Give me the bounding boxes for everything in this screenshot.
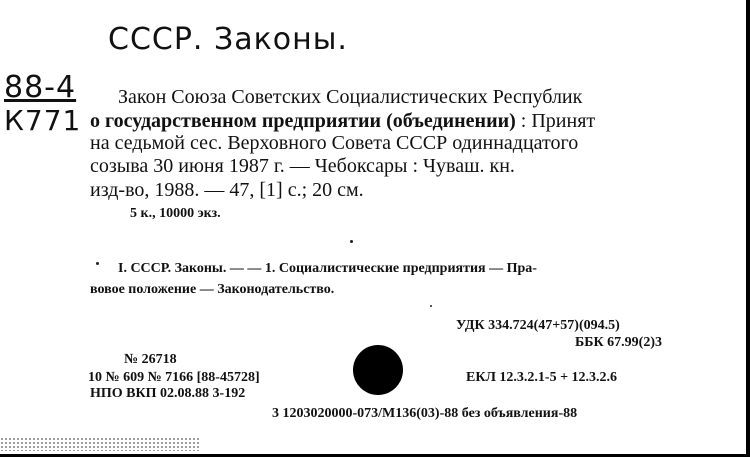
- card-number: № 26718: [124, 352, 177, 367]
- ink-speck: [350, 240, 353, 243]
- scan-edge-right: [746, 0, 750, 457]
- entry-physical-description: изд-во, 1988. — 47, [1] с.; 20 см.: [90, 179, 364, 201]
- udk-code: УДК 334.724(47+57)(094.5): [456, 318, 620, 333]
- subject-headings-line-1: I. СССР. Законы. — — 1. Социалистические предприятия — Пра-: [118, 261, 537, 276]
- handwritten-heading: СССР. Законы.: [108, 22, 348, 57]
- entry-title-line: Закон Союза Советских Социалистических Республик: [118, 86, 583, 108]
- entry-publication-line: созыва 30 июня 1987 г. — Чебоксары : Чуваш. кн.: [90, 155, 515, 177]
- handwritten-author-mark: К771: [4, 104, 82, 137]
- price-and-print-run: 5 к., 10000 экз.: [130, 206, 221, 221]
- ink-speck: [430, 305, 432, 307]
- bbk-code: ББК 67.99(2)3: [575, 335, 662, 350]
- publication-index: 3 1203020000-073/М136(03)-88 без объявления-88: [272, 406, 578, 421]
- entry-title-bold: о государственном предприятии (объединении): [90, 110, 516, 132]
- scan-noise: [0, 437, 200, 451]
- ekl-code: ЕКЛ 12.3.2.1-5 + 12.3.2.6: [466, 370, 618, 385]
- npo-imprint: НПО ВКП 02.08.88 3-192: [90, 386, 246, 401]
- entry-description-line: на седьмой сес. Верховного Совета СССР одиннадцатого: [90, 132, 579, 154]
- entry-title-rest: : Принят: [515, 110, 596, 132]
- order-number: 10 № 609 № 7166 [88-45728]: [88, 370, 260, 385]
- ink-speck: [96, 262, 99, 265]
- punch-hole: [353, 345, 403, 395]
- handwritten-call-number: 88-4: [4, 70, 77, 105]
- subject-headings-line-2: вовое положение — Законодательство.: [90, 282, 335, 297]
